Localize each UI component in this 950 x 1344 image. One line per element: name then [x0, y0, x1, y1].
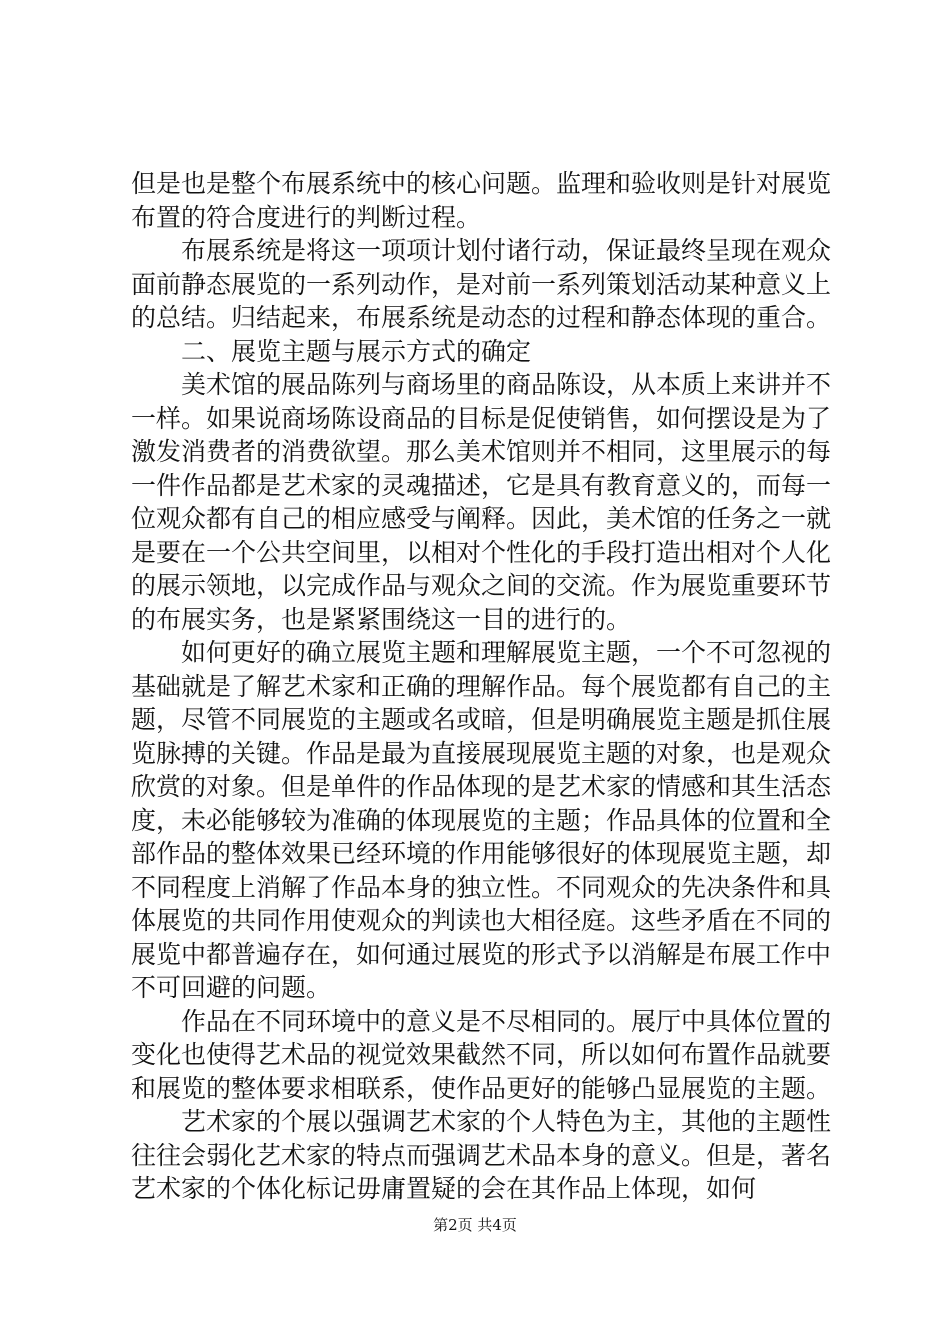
paragraph: 布展系统是将这一项项计划付诸行动，保证最终呈现在观众面前静态展览的一系列动作，是对前一系列策划活动某种意义上的总结。归结起来，布展系统是动态的过程和静态体现的重合。 [131, 236, 832, 332]
section-heading: 二、展览主题与展示方式的确定 [181, 336, 532, 366]
paragraph-continuation: 但是也是整个布展系统中的核心问题。监理和验收则是针对展览布置的符合度进行的判断过程。 [131, 169, 832, 232]
paragraph: 美术馆的展品陈列与商场里的商品陈设，从本质上来讲并不一样。如果说商场陈设商品的目标是促使销售，如何摆设是为了激发消费者的消费欲望。那么美术馆则并不相同，这里展示的每一件作品都是艺术家的灵魂描述，它是具有教育意义的，而每一位观众都有自己的相应感受与阐释。因此，美术馆的任务之一就是要在一个公共空间里，以相对个性化的手段打造出相对个人化的展示领地，以完成作品与观众之间的交流。作为展览重要环节的布展实务，也是紧紧围绕这一目的进行的。 [131, 370, 832, 634]
document-body [131, 167, 831, 1206]
paragraph: 艺术家的个展以强调艺术家的个人特色为主，其他的主题性往往会弱化艺术家的特点而强调艺术品本身的意义。但是，著名艺术家的个体化标记毋庸置疑的会在其作品上体现，如何 [131, 1107, 832, 1203]
paragraph: 如何更好的确立展览主题和理解展览主题，一个不可忽视的基础就是了解艺术家和正确的理解作品。每个展览都有自己的主题，尽管不同展览的主题或名或暗，但是明确展览主题是抓住展览脉搏的关键。作品是最为直接展现展览主题的对象，也是观众欣赏的对象。但是单件的作品体现的是艺术家的情感和其生活态度，未必能够较为准确的体现展览的主题；作品具体的位置和全部作品的整体效果已经环境的作用能够很好的体现展览主题，却不同程度上消解了作品本身的独立性。不同观众的先决条件和具体展览的共同作用使观众的判读也大相径庭。这些矛盾在不同的展览中都普遍存在，如何通过展览的形式予以消解是布展工作中不可回避的问题。 [131, 638, 832, 1002]
page-number-footer: 第2页 共4页 [433, 1216, 517, 1234]
paragraph: 作品在不同环境中的意义是不尽相同的。展厅中具体位置的变化也使得艺术品的视觉效果截然不同，所以如何布置作品就要和展览的整体要求相联系，使作品更好的能够凸显展览的主题。 [131, 1006, 832, 1103]
